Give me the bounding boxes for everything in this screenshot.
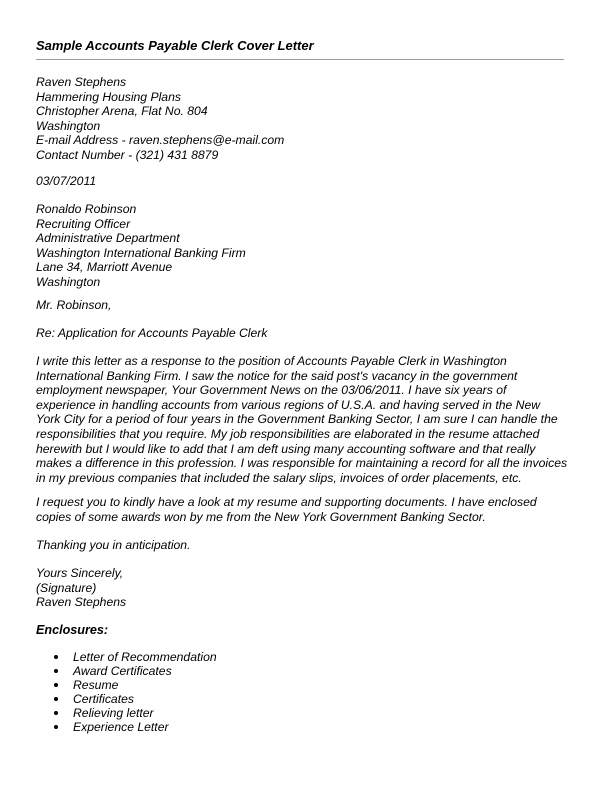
- list-item: [36, 720, 217, 734]
- body-paragraph-3: [36, 538, 566, 553]
- paragraph-line: I write this letter as a response to the position of Accounts Payable Clerk in Washington: [36, 354, 507, 368]
- closing-name: Raven Stephens: [36, 595, 127, 610]
- recipient-department: Administrative Department: [36, 231, 180, 246]
- recipient-name: Ronaldo Robinson: [36, 202, 137, 216]
- salutation: [36, 298, 111, 313]
- body-paragraph-1: [36, 354, 566, 485]
- bullet-icon: [54, 697, 58, 701]
- sender-name: Raven Stephens: [36, 75, 127, 89]
- bullet-icon: [54, 655, 58, 659]
- salutation-text: Mr. Robinson,: [36, 298, 112, 312]
- closing-phrase: Yours Sincerely,: [36, 566, 124, 580]
- paragraph-line: experience in handling accounts from various regions of U.S.A. and having served in the New: [36, 397, 541, 412]
- title-divider: [36, 59, 564, 60]
- enclosure-label: Award Certificates: [73, 664, 172, 679]
- date-text: 03/07/2011: [36, 174, 97, 188]
- recipient-city: Washington: [36, 274, 101, 289]
- bullet-icon: [54, 725, 58, 729]
- body-paragraph-2: [36, 495, 566, 524]
- paragraph-line: makes a difference in this profession. I was responsible for maintaining a record for all the invoices: [36, 456, 568, 471]
- subject-text: Re: Application for Accounts Payable Clerk: [36, 326, 268, 340]
- paragraph-line: in my previous companies that included the salary slips, invoices of order placements, etc.: [36, 470, 522, 485]
- recipient-company: Washington International Banking Firm: [36, 245, 246, 260]
- enclosure-label: Experience Letter: [73, 720, 169, 735]
- enclosures-list: [36, 650, 217, 735]
- sender-company: Hammering Housing Plans: [36, 89, 181, 104]
- paragraph-line: herewith but I would like to add that I am deft using many accounting software and that really: [36, 441, 536, 456]
- list-item: [36, 650, 217, 664]
- letter-date: [36, 174, 96, 189]
- bullet-icon: [54, 711, 58, 715]
- paragraph-line: copies of some awards won by me from the New York Government Banking Sector.: [36, 509, 486, 524]
- list-item: [36, 692, 217, 706]
- document-title: Sample Accounts Payable Clerk Cover Letter: [36, 38, 314, 53]
- paragraph-line: Thanking you in anticipation.: [36, 538, 191, 552]
- sender-email: E-mail Address - raven.stephens@e-mail.com: [36, 133, 285, 148]
- recipient-address: [36, 202, 246, 290]
- enclosures-heading: Enclosures:: [36, 623, 109, 637]
- paragraph-line: responsibilities that you require. My job responsibilities are elaborated in the resume attached: [36, 426, 540, 441]
- paragraph-line: employment newspaper, Your Government News on the 03/06/2011. I have six years of: [36, 383, 507, 398]
- sender-phone: Contact Number - (321) 431 8879: [36, 147, 219, 162]
- list-item: [36, 706, 217, 720]
- paragraph-line: International Banking Firm. I saw the notice for the said post's vacancy in the government: [36, 368, 518, 383]
- paragraph-line: I request you to kindly have a look at my resume and supporting documents. I have enclosed: [36, 495, 537, 509]
- closing-block: [36, 566, 126, 610]
- recipient-title: Recruiting Officer: [36, 216, 131, 231]
- enclosure-label: Certificates: [73, 692, 134, 707]
- enclosure-label: Relieving letter: [73, 706, 154, 721]
- subject-line: [36, 326, 267, 341]
- sender-address: [36, 75, 284, 163]
- list-item: [36, 678, 217, 692]
- list-item: [36, 664, 217, 678]
- paragraph-line: York City for a period of four years in the Government Banking Sector, I am sure I can handle the: [36, 412, 558, 427]
- recipient-street: Lane 34, Marriott Avenue: [36, 260, 173, 275]
- enclosure-label: Resume: [73, 678, 119, 693]
- sender-street: Christopher Arena, Flat No. 804: [36, 104, 208, 119]
- signature-placeholder: (Signature): [36, 580, 97, 595]
- enclosure-label: Letter of Recommendation: [73, 650, 217, 664]
- bullet-icon: [54, 669, 58, 673]
- sender-city: Washington: [36, 118, 101, 133]
- bullet-icon: [54, 683, 58, 687]
